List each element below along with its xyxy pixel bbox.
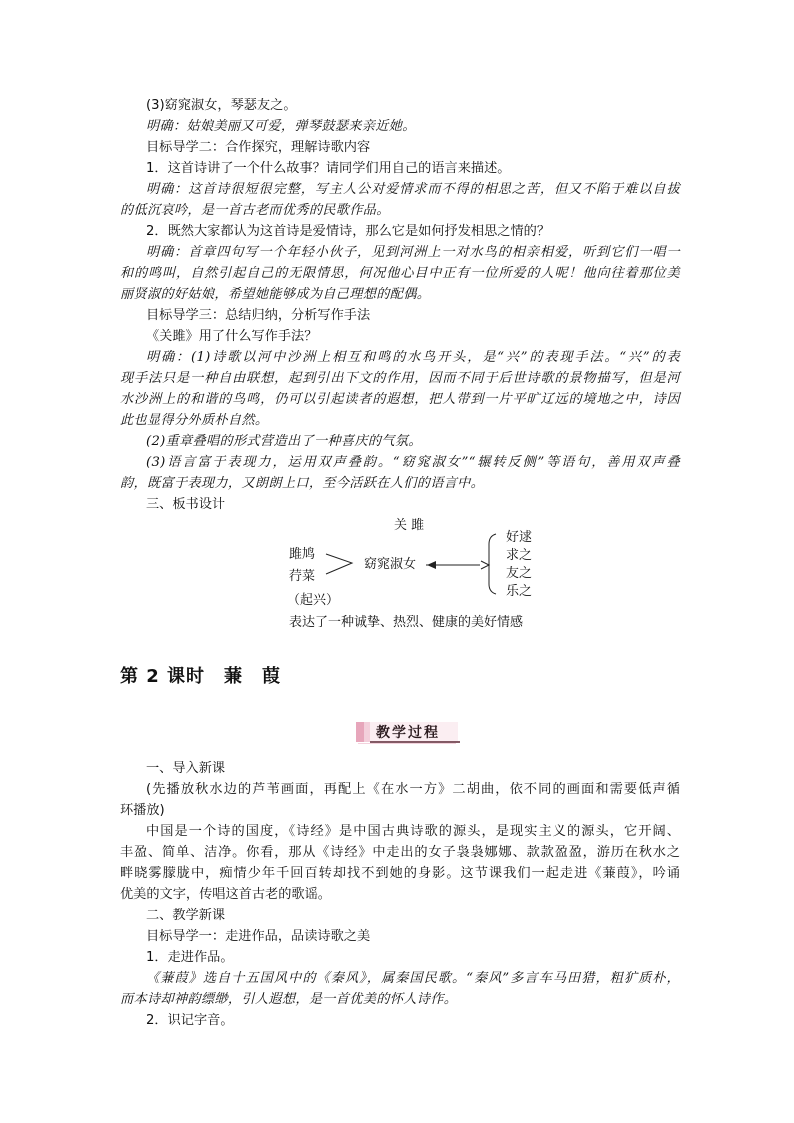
guide-3-title: 目标导学三：总结归纳，分析写作手法 xyxy=(146,308,371,323)
board-summary: 表达了一种诚挚、热烈、健康的美好情感 xyxy=(289,615,524,630)
intro-p1-line-1: (先播放秋水边的芦苇画面，再配上《在水一方》二胡曲，依不同的画面和需要低声循 xyxy=(146,782,680,797)
guide-1-title: 目标导学一：走进作品，品读诗歌之美 xyxy=(146,929,371,944)
step-1-text-line-1: 《蒹葭》选自十五国风中的《秦风》，属秦国民歌。“秦风”多言车马田猎，粗犷质朴， xyxy=(146,971,680,986)
question-3: 《关雎》用了什么写作手法？ xyxy=(146,329,318,344)
intro-p1-line-2: 环播放) xyxy=(120,803,165,818)
answer-3: 明确：姑娘美丽又可爱，弹琴鼓瑟来亲近她。 xyxy=(146,119,416,134)
answer-3-line-2: 现手法只是一种自由联想，起到引出下文的作用，因而不同于后世诗歌的景物描写，但是河 xyxy=(120,371,680,386)
answer-1-line-2: 的低沉哀吟，是一首古老而优秀的民歌作品。 xyxy=(120,203,390,218)
answer-2-line-2: 和的鸣叫，自然引起自己的无限情思，何况他心目中正有一位所爱的人呢！他向往着那位美 xyxy=(120,266,680,281)
board-merge-angle xyxy=(326,554,352,574)
answer-3-point-2: (2)重章叠唱的形式营造出了一种喜庆的气氛。 xyxy=(146,434,422,449)
board-right-brace xyxy=(489,534,496,594)
board-right-4: 乐之 xyxy=(506,584,533,599)
board-left-2: 荇菜 xyxy=(289,569,316,584)
lesson-2-title: 第 2 课时 蒹 葭 xyxy=(120,666,282,687)
guide-2-title: 目标导学二：合作探究，理解诗歌内容 xyxy=(146,140,371,155)
board-left-1: 雎鸠 xyxy=(289,547,316,562)
question-2: 2．既然大家都认为这首诗是爱情诗，那么它是如何抒发相思之情的？ xyxy=(146,224,551,239)
banner-text: 教学过程 xyxy=(376,725,440,741)
intro-p2-line-3: 畔晓雾朦胧中，痴情少年千回百转却找不到她的身影。这节课我们一起走进《蒹葭》，吟诵 xyxy=(120,866,680,881)
intro-p2-line-2: 丰盈、简单、洁净。你看，那从《诗经》中走出的女子袅袅娜娜、款款盈盈，游历在秋水之 xyxy=(120,845,680,860)
intro-heading: 一、导入新课 xyxy=(146,761,226,776)
step-1-text-line-2: 而本诗却神韵缥缈，引人遐想，是一首优美的怀人诗作。 xyxy=(120,992,458,1007)
step-1: 1．走进作品。 xyxy=(146,950,234,965)
board-title: 关 雎 xyxy=(394,518,425,533)
answer-3-line-4: 此也显得分外质朴自然。 xyxy=(120,413,269,428)
board-right-3: 友之 xyxy=(506,566,533,581)
answer-3-line-1: 明确：(1)诗歌以河中沙洲上相互和鸣的水鸟开头，是“兴”的表现手法。“兴”的表 xyxy=(146,350,680,365)
answer-1-line-1: 明确：这首诗很短很完整，写主人公对爱情求而不得的相思之苦，但又不陷于难以自拔 xyxy=(146,182,680,197)
new-lesson-heading: 二、教学新课 xyxy=(146,908,226,923)
board-right-1: 好逑 xyxy=(506,530,533,545)
board-arrow-head xyxy=(427,561,436,569)
step-2: 2．识记字音。 xyxy=(146,1013,234,1028)
teaching-process-banner xyxy=(356,720,460,744)
intro-p2-line-1: 中国是一个诗的国度，《诗经》是中国古典诗歌的源头，是现实主义的源头，它开阔、 xyxy=(146,824,680,839)
board-brace-tip xyxy=(481,561,489,569)
board-design-heading: 三、板书设计 xyxy=(146,497,226,512)
board-center: 窈窕淑女 xyxy=(364,557,417,572)
answer-2-line-1: 明确：首章四句写一个年轻小伙子，见到河洲上一对水鸟的相亲相爱，听到它们一唱一 xyxy=(146,245,680,260)
answer-3-point-3-line-1: (3)语言富于表现力，运用双声叠韵。“窈窕淑女”“辗转反侧”等语句，善用双声叠 xyxy=(146,455,680,470)
answer-2-line-3: 丽贤淑的好姑娘，希望她能够成为自己理想的配偶。 xyxy=(120,287,431,302)
board-right-2: 求之 xyxy=(506,548,533,563)
answer-3-point-3-line-2: 韵，既富于表现力，又朗朗上口，至今活跃在人们的语言中。 xyxy=(120,476,485,491)
intro-p2-line-4: 优美的文字，传唱这首古老的歌谣。 xyxy=(120,887,331,902)
item-3: (3)窈窕淑女，琴瑟友之。 xyxy=(146,98,297,113)
board-left-note: （起兴） xyxy=(287,593,340,608)
question-1: 1．这首诗讲了一个什么故事？请同学们用自己的语言来描述。 xyxy=(146,161,511,176)
answer-3-line-3: 水沙洲上的和谐的鸟鸣，仍可以引起读者的遐想，把人带到一片平旷辽远的境地之中，诗因 xyxy=(120,392,680,407)
